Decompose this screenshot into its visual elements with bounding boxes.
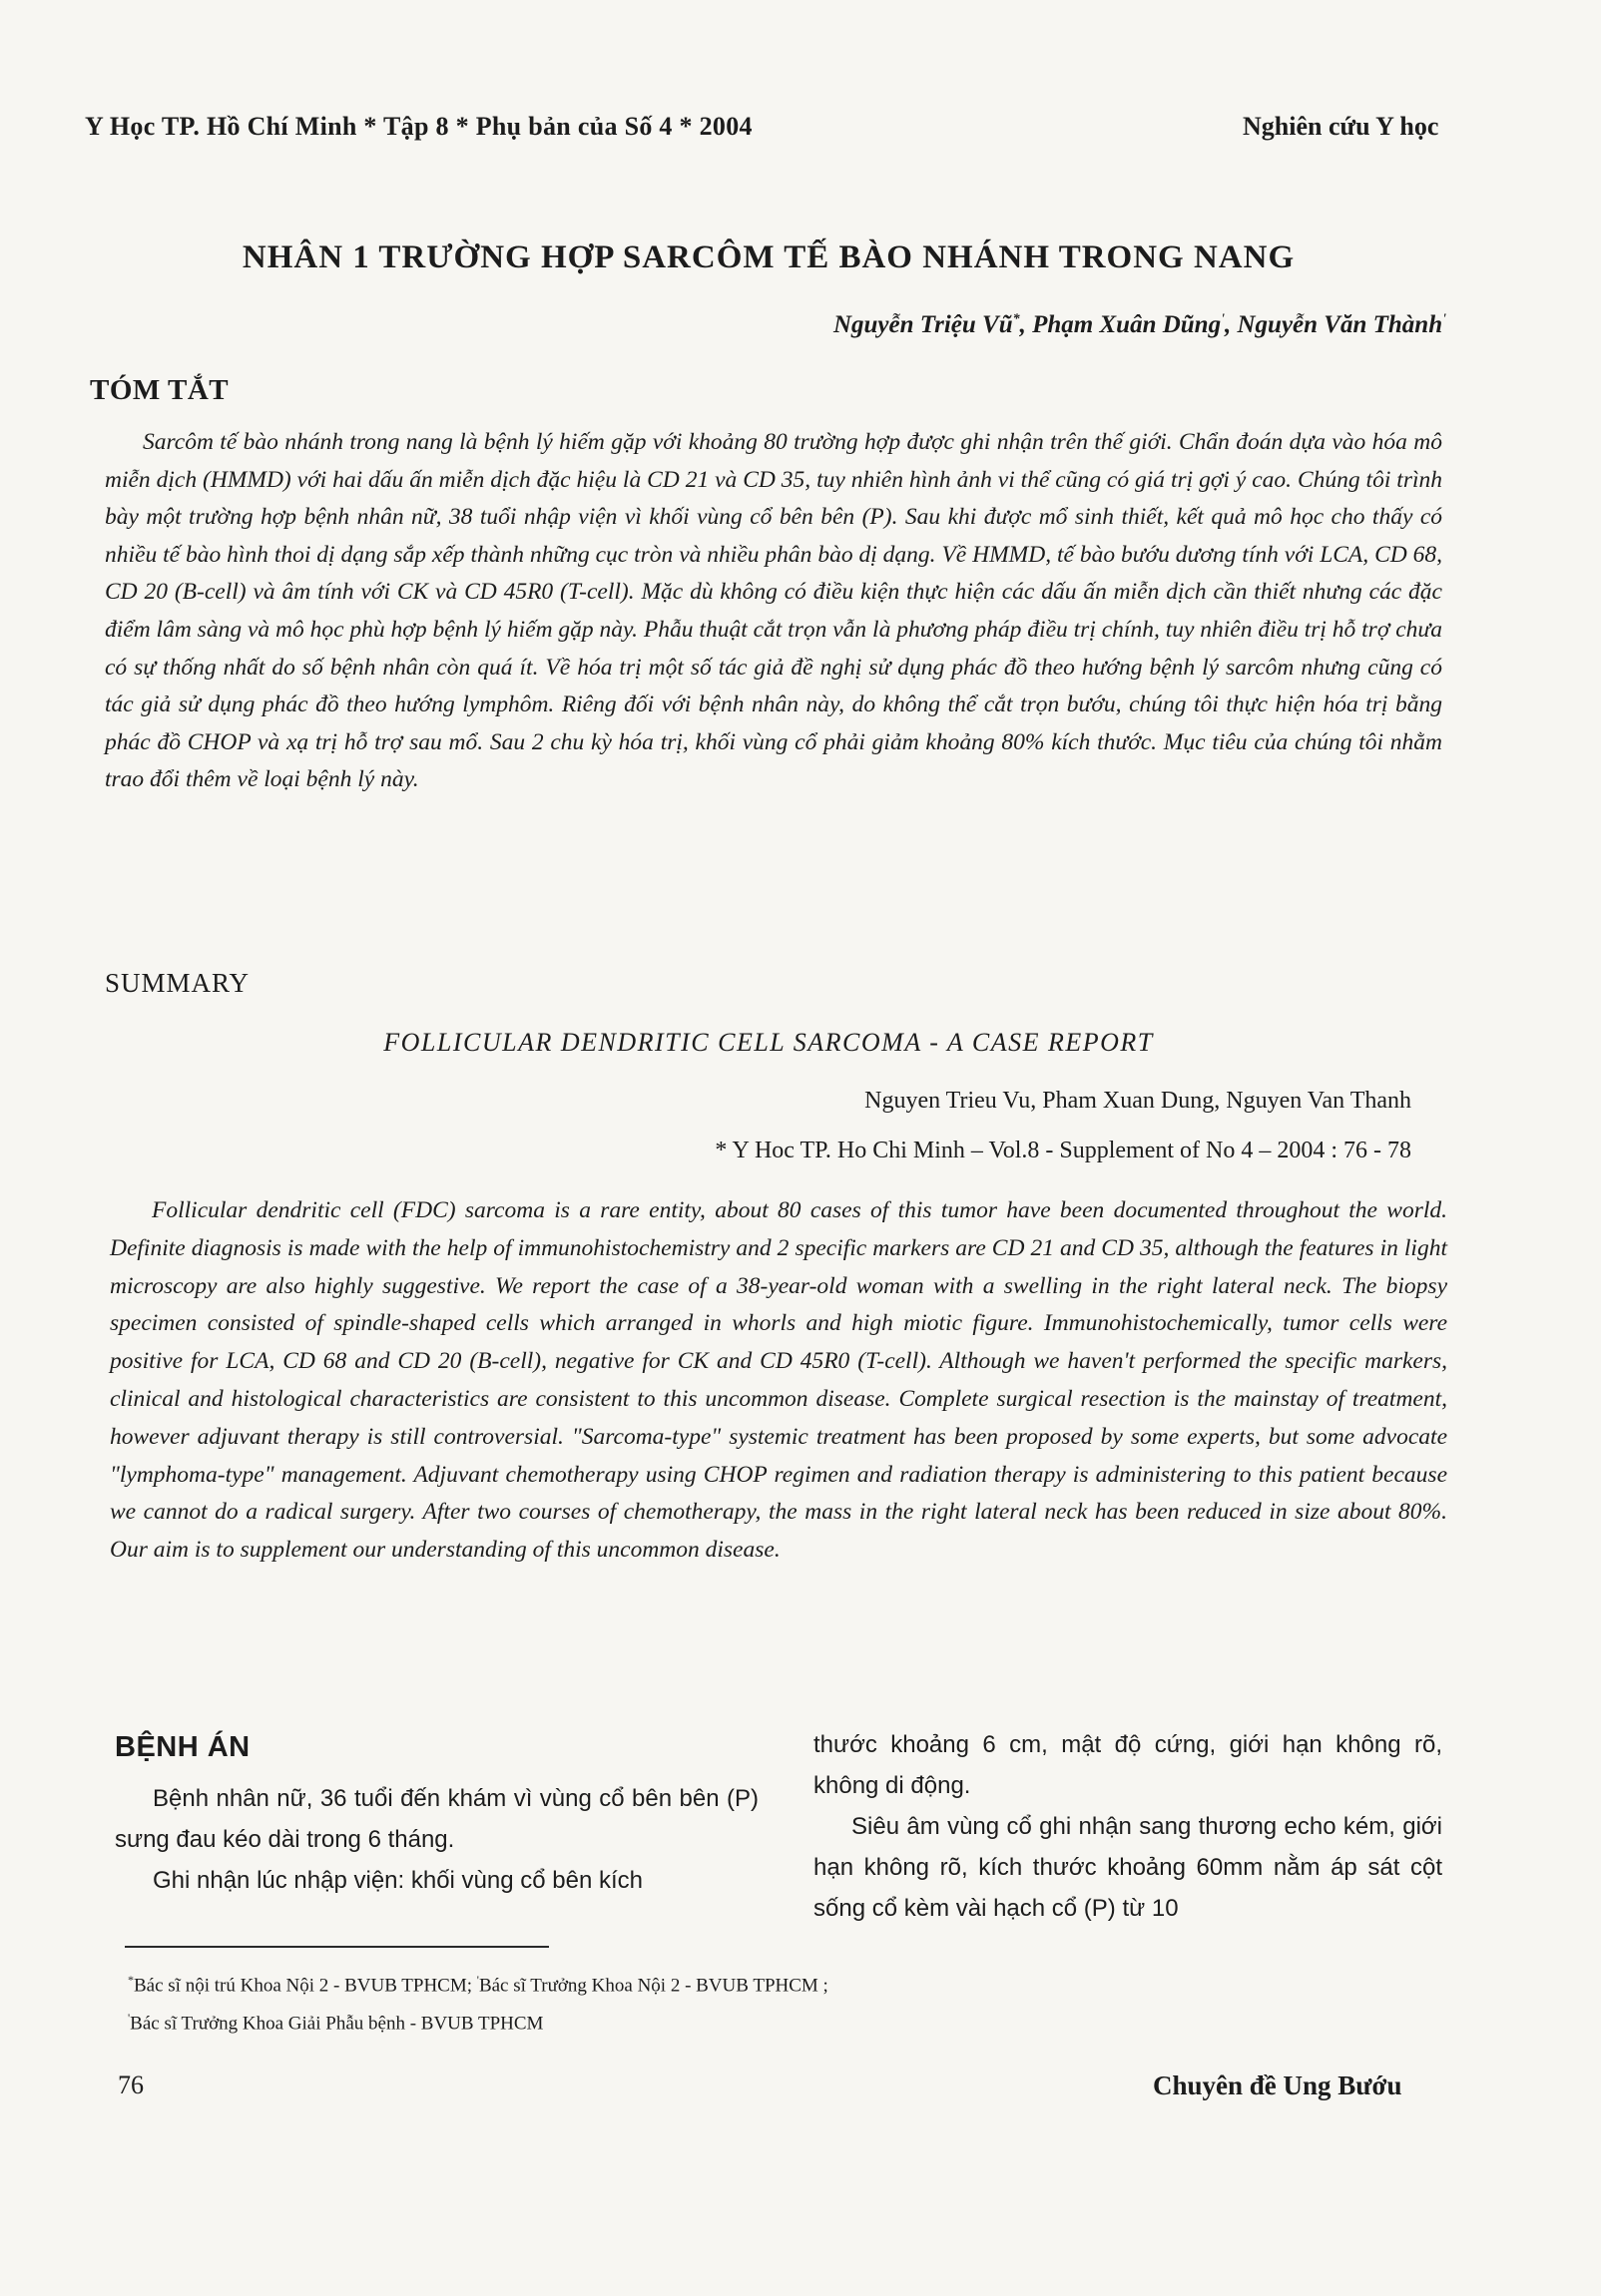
author-list: Nguyễn Triệu Vũ*, Phạm Xuân Dũng', Nguyễn Văn Thành' (832, 311, 1446, 338)
page-number: 76 (118, 2070, 144, 2099)
running-header (85, 112, 1439, 152)
article-title: NHÂN 1 TRƯỜNG HỢP SARCÔM TẾ BÀO NHÁNH TRONG NANG (242, 239, 1296, 275)
footnote-line (128, 2002, 1226, 2040)
footnote-text: Bác sĩ Trưởng Khoa Giải Phẫu bệnh - BVUB TPHCM (130, 2013, 544, 2035)
right-column (813, 1724, 1442, 1929)
author-mark: ' (1221, 311, 1225, 327)
footnotes (128, 1964, 1226, 2041)
vietnamese-abstract: Sarcôm tế bào nhánh trong nang là bệnh lý hiếm gặp với khoảng 80 trường hợp được ghi nhận trên thế giới. Chẩn đoán dựa vào hóa mô miễn dịch (HMMD) với hai dấu ấn miễn dịch đặc hiệu là CD 21 và CD 35, tuy nhiên hình ảnh vi thể cũng có giá trị gợi ý cao. Chúng tôi trình bày một trường hợp bệnh nhân nữ, 38 tuổi nhập viện vì khối vùng cổ bên bên (P). Sau khi được mổ sinh thiết, kết quả mô học cho thấy có nhiều tế bào hình thoi dị dạng sắp xếp thành những cục tròn và nhiều phân bào dị dạng. Về HMMD, tế bào bướu dương tính với LCA, CD 68, CD 20 (B-cell) và âm tính với CK và CD 45R0 (T-cell). Mặc dù không có điều kiện thực hiện các dấu ấn miễn dịch cần thiết nhưng các đặc điểm lâm sàng và mô học phù hợp bệnh lý hiếm gặp này. Phẫu thuật cắt trọn vẫn là phương pháp điều trị chính, tuy nhiên điều trị hỗ trợ chưa có sự thống nhất do số bệnh nhân còn quá ít. Về hóa trị một số tác giả đề nghị sử dụng phác đồ theo hướng bệnh lý sarcôm nhưng cũng có tác giả sử dụng phác đồ theo hướng lymphôm. Riêng đối với bệnh nhân này, do không thể cắt trọn bướu, chúng tôi thực hiện hóa trị bằng phác đồ CHOP và xạ trị hỗ trợ sau mổ. Sau 2 chu kỳ hóa trị, khối vùng cổ phải giảm khoảng 80% kích thước. Mục tiêu của chúng tôi nhằm trao đổi thêm về loại bệnh lý này. (105, 429, 1442, 793)
footnote-mark: * (128, 1973, 134, 1987)
english-abstract: Follicular dendritic cell (FDC) sarcoma is a rare entity, about 80 cases of this tumor have been documented throughout the world. Definite diagnosis is made with the help of immunohistochemistry and 2 specific markers are CD 21 and CD 35, although the features in light microscopy are also highly suggestive. We report the case of a 38-year-old woman with a swelling in the right lateral neck. The biopsy specimen consisted of spindle-shaped cells which arranged in whorls and high miotic figure. Immunohistochemically, tumor cells were positive for LCA, CD 68 and CD 20 (B-cell), negative for CK and CD 45R0 (T-cell). Although we haven't performed the specific markers, clinical and histological characteristics are consistent to this uncommon disease. Complete surgical resection is the mainstay of treatment, however adjuvant therapy is still controversial. "Sarcoma-type" systemic treatment has been proposed by some experts, but some advocate "lymphoma-type" management. Adjuvant chemotherapy using CHOP regimen and radiation therapy is administering to this patient because we cannot do a radical surgery. After two courses of chemotherapy, the mass in the right lateral neck has been reduced in size about 80%. Our aim is to supplement our understanding of this uncommon disease. (110, 1197, 1447, 1564)
body-paragraph: Siêu âm vùng cổ ghi nhận sang thương echo kém, giới hạn không rõ, kích thước khoảng 60mm nằm áp sát cột sống cổ kèm vài hạch cổ (P) từ 10 (813, 1813, 1442, 1922)
author-mark: ' (1442, 311, 1446, 327)
english-title: FOLLICULAR DENDRITIC CELL SARCOMA - A CASE REPORT (383, 1028, 1154, 1057)
body-paragraph: Ghi nhận lúc nhập viện: khối vùng cổ bên kích (153, 1867, 643, 1894)
footnote-divider (125, 1946, 549, 1948)
english-authors: Nguyen Trieu Vu, Pham Xuan Dung, Nguyen Van Thanh (864, 1088, 1411, 1114)
left-column (115, 1731, 759, 1901)
footnote-text: Bác sĩ nội trú Khoa Nội 2 - BVUB TPHCM; (134, 1975, 473, 1997)
journal-citation: Y Học TP. Hồ Chí Minh * Tập 8 * Phụ bản của Số 4 * 2004 (85, 112, 753, 141)
author-name: Nguyễn Văn Thành (1237, 311, 1443, 338)
footer-section: Chuyên đề Ung Bướu (1153, 2070, 1402, 2100)
body-paragraph: Bệnh nhân nữ, 36 tuổi đến khám vì vùng cổ bên bên (P) sưng đau kéo dài trong 6 tháng. (115, 1785, 759, 1853)
author-mark: * (1012, 311, 1020, 327)
footnote-mark: ' (476, 1973, 479, 1987)
english-citation: * Y Hoc TP. Ho Chi Minh – Vol.8 - Supplement of No 4 – 2004 : 76 - 78 (715, 1138, 1411, 1163)
tomtat-heading: TÓM TẮT (90, 374, 230, 406)
footnote-line (128, 1964, 1226, 2002)
summary-heading: SUMMARY (105, 968, 251, 998)
footnote-text: Bác sĩ Trưởng Khoa Nội 2 - BVUB TPHCM ; (478, 1975, 828, 1997)
author-name: Phạm Xuân Dũng (1032, 311, 1222, 338)
benh-an-heading: BỆNH ÁN (115, 1731, 251, 1763)
author-name: Nguyễn Triệu Vũ (832, 311, 1013, 338)
body-paragraph-continued: thước khoảng 6 cm, mật độ cứng, giới hạn không rõ, không di động. (813, 1731, 1442, 1799)
section-label: Nghiên cứu Y học (1243, 112, 1439, 141)
footnote-mark: ' (128, 2011, 131, 2026)
